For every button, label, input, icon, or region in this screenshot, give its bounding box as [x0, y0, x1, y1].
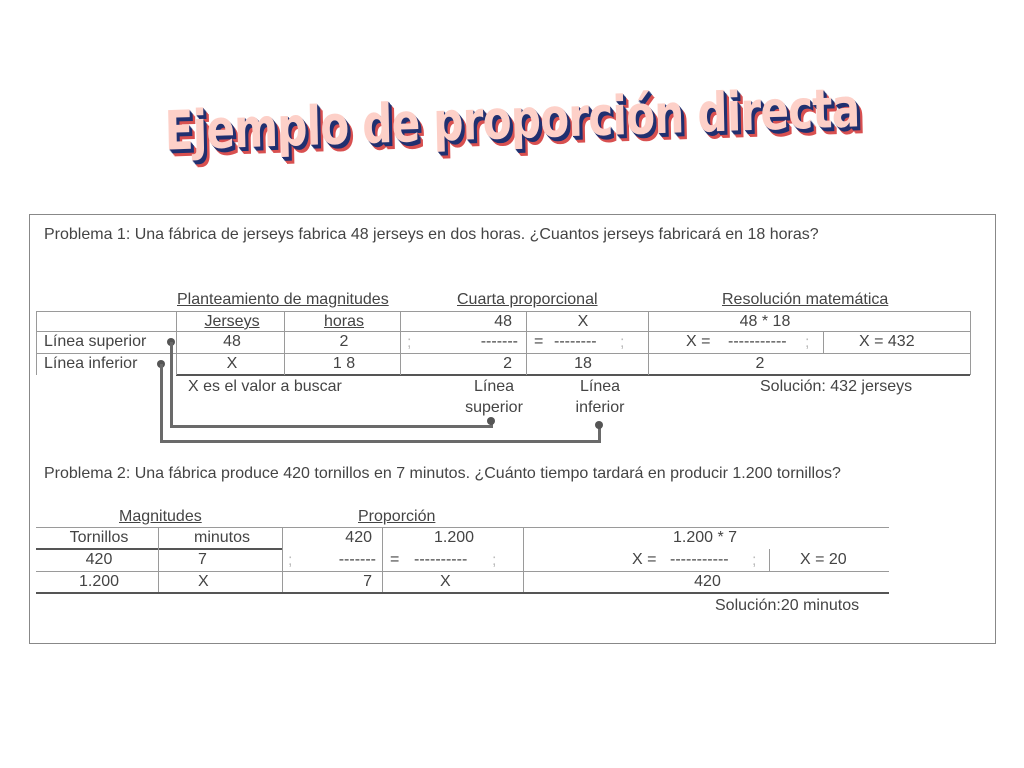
cell-sup-jerseys: 48 [223, 333, 241, 350]
cell-r1-tornillos: 420 [85, 551, 113, 568]
connector-line [170, 425, 492, 428]
col-minutos: minutos [193, 529, 251, 546]
grid-line-thick [36, 592, 889, 594]
grid-line [176, 311, 177, 375]
separator-semicolon: ; [492, 552, 497, 569]
connector-line [160, 440, 600, 443]
header-magnitudes: Magnitudes [119, 508, 202, 525]
note-x-value: X es el valor a buscar [188, 378, 342, 395]
col-jerseys: Jerseys [204, 313, 260, 330]
res2-answer: X = 20 [800, 551, 847, 568]
res-numerator: 48 * 18 [739, 313, 791, 330]
problem-1-statement: Problema 1: Una fábrica de jerseys fabrica 48 jerseys en dos horas. ¿Cuantos jerseys fabricará en 18 horas? [44, 226, 819, 243]
cell-sup-horas: 2 [339, 333, 349, 350]
connector-dot [595, 421, 603, 429]
connector-line [160, 364, 163, 442]
solution-1: Solución: 432 jerseys [760, 378, 913, 395]
problem-2-statement: Problema 2: Una fábrica produce 420 tornillos en 7 minutos. ¿Cuánto tiempo tardará en producir 1.200 tornillos? [44, 465, 841, 482]
label-linea-superior-1: Línea [473, 378, 515, 395]
label-linea-superior-2: superior [465, 399, 523, 416]
res2-dashes: ----------- [670, 551, 729, 568]
res2-numerator: 1.200 * 7 [672, 529, 738, 546]
res-answer: X = 432 [859, 333, 915, 350]
res2-x-equals: X = [632, 551, 657, 568]
grid-line [158, 527, 159, 592]
header-planteamiento: Planteamiento de magnitudes [177, 291, 389, 308]
grid-line-thick [176, 374, 970, 376]
pr-bot-b: X [440, 573, 451, 590]
header-proporcion: Proporción [358, 508, 436, 525]
grid-line [36, 527, 889, 528]
cell-r1-minutos: 7 [198, 551, 207, 568]
grid-line [284, 311, 285, 375]
grid-line [400, 311, 401, 375]
cp-equals: = [534, 333, 544, 350]
label-linea-inferior-2: inferior [575, 399, 625, 416]
res-x-equals: X = [686, 333, 711, 350]
grid-line [282, 527, 283, 592]
grid-line [823, 331, 824, 353]
cp-top-b: X [577, 313, 589, 330]
cp-bot-a: 2 [503, 355, 512, 372]
grid-line-thick [36, 548, 282, 550]
label-linea-inferior-1: Línea [579, 378, 621, 395]
separator-semicolon: ; [752, 552, 757, 569]
pr-bot-a: 7 [363, 573, 372, 590]
pr-top-a: 420 [345, 529, 372, 546]
grid-line [648, 311, 649, 375]
solution-2: Solución:20 minutos [715, 597, 860, 614]
header-resolucion: Resolución matemática [722, 291, 889, 308]
pr-dash-a: ------- [338, 551, 376, 568]
res-denominator: 2 [755, 355, 765, 372]
connector-line [170, 342, 173, 427]
cell-inf-jerseys: X [226, 355, 238, 372]
pr-dash-b: ---------- [414, 551, 468, 568]
cp-dash-b: -------- [554, 333, 597, 350]
res2-denominator: 420 [694, 573, 721, 590]
row-linea-inferior: Línea inferior [44, 355, 138, 372]
cp-dash-a: ------- [480, 333, 518, 350]
header-cuarta-proporcional: Cuarta proporcional [457, 291, 598, 308]
separator-semicolon: ; [288, 552, 293, 569]
connector-dot [487, 417, 495, 425]
grid-line [769, 549, 770, 571]
cp-top-a: 48 [494, 313, 512, 330]
grid-line [970, 311, 971, 375]
separator-semicolon: ; [620, 334, 625, 351]
col-tornillos: Tornillos [69, 529, 129, 546]
row-linea-superior: Línea superior [44, 333, 147, 350]
slide-title: Ejemplo de proporción directa [164, 76, 860, 163]
separator-semicolon: ; [805, 334, 810, 351]
grid-line [526, 311, 527, 375]
cell-r2-minutos: X [198, 573, 209, 590]
col-horas: horas [323, 313, 365, 330]
cell-inf-horas: 1 8 [332, 355, 356, 372]
separator-semicolon: ; [407, 334, 412, 351]
grid-line [382, 527, 383, 592]
pr-equals: = [390, 551, 400, 568]
cp-bot-b: 18 [574, 355, 592, 372]
cell-r2-tornillos: 1.200 [78, 573, 120, 590]
grid-line [523, 527, 524, 592]
pr-top-b: 1.200 [434, 529, 475, 546]
res-dashes: ----------- [728, 333, 787, 350]
content-panel [29, 214, 996, 644]
grid-line [36, 571, 889, 572]
grid-line [36, 311, 37, 375]
